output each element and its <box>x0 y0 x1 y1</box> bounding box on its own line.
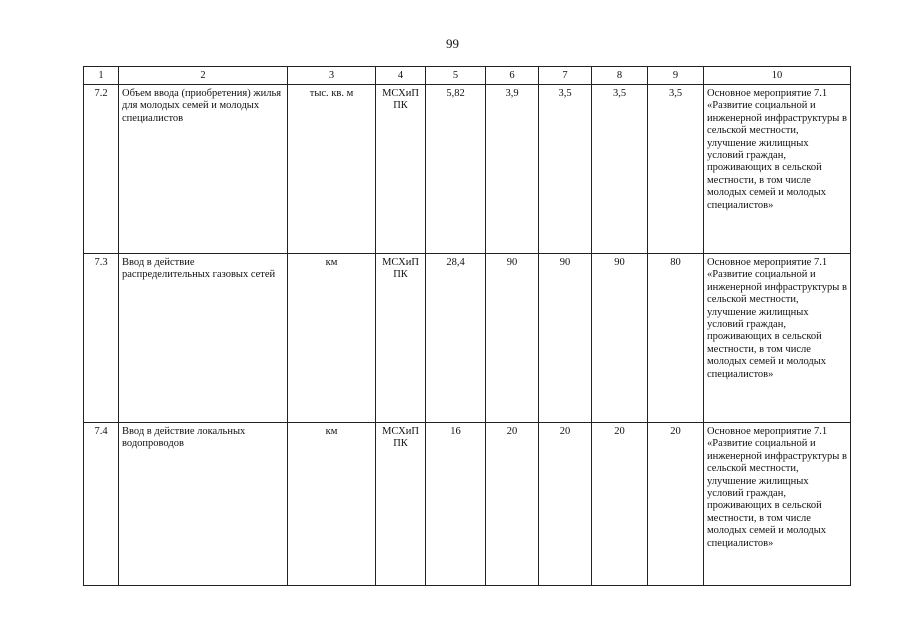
column-header-6: 6 <box>486 67 539 85</box>
row-value-8: 90 <box>592 254 648 423</box>
row-note: Основное мероприятие 7.1 «Развитие социальной и инженерной инфраструктуры в сельской местности, улучшение жилищных условий граждан, проживающих в сельской местности, в том числе молодых семей и молодых специалистов» <box>704 254 851 423</box>
row-id: 7.2 <box>84 85 119 254</box>
row-executor: МСХиП ПК <box>376 254 426 423</box>
table-row <box>84 254 851 423</box>
row-value-7: 20 <box>539 423 592 586</box>
page-number: 99 <box>446 36 459 51</box>
column-header-4: 4 <box>376 67 426 85</box>
column-header-7: 7 <box>539 67 592 85</box>
row-executor: МСХиП ПК <box>376 423 426 586</box>
row-id: 7.3 <box>84 254 119 423</box>
row-value-5: 5,82 <box>426 85 486 254</box>
row-executor: МСХиП ПК <box>376 85 426 254</box>
row-unit: км <box>288 254 376 423</box>
row-value-9: 3,5 <box>648 85 704 254</box>
column-header-3: 3 <box>288 67 376 85</box>
row-note: Основное мероприятие 7.1 «Развитие социальной и инженерной инфраструктуры в сельской местности, улучшение жилищных условий граждан, проживающих в сельской местности, в том числе молодых семей и молодых специалистов» <box>704 423 851 586</box>
row-value-6: 20 <box>486 423 539 586</box>
row-value-6: 3,9 <box>486 85 539 254</box>
row-value-8: 20 <box>592 423 648 586</box>
column-header-2: 2 <box>119 67 288 85</box>
column-header-8: 8 <box>592 67 648 85</box>
row-value-7: 90 <box>539 254 592 423</box>
row-id: 7.4 <box>84 423 119 586</box>
row-name: Ввод в действие распределительных газовых сетей <box>119 254 288 423</box>
row-value-8: 3,5 <box>592 85 648 254</box>
column-header-9: 9 <box>648 67 704 85</box>
column-header-1: 1 <box>84 67 119 85</box>
row-unit: тыс. кв. м <box>288 85 376 254</box>
row-unit: км <box>288 423 376 586</box>
column-header-10: 10 <box>704 67 851 85</box>
row-value-9: 20 <box>648 423 704 586</box>
row-value-9: 80 <box>648 254 704 423</box>
table-row <box>84 423 851 586</box>
row-value-6: 90 <box>486 254 539 423</box>
table-row <box>84 85 851 254</box>
header-row <box>84 67 851 85</box>
row-value-7: 3,5 <box>539 85 592 254</box>
row-name: Объем ввода (приобретения) жилья для молодых семей и молодых специалистов <box>119 85 288 254</box>
column-header-5: 5 <box>426 67 486 85</box>
row-value-5: 28,4 <box>426 254 486 423</box>
indicators-table <box>83 66 851 586</box>
row-name: Ввод в действие локальных водопроводов <box>119 423 288 586</box>
row-note: Основное мероприятие 7.1 «Развитие социальной и инженерной инфраструктуры в сельской местности, улучшение жилищных условий граждан, проживающих в сельской местности, в том числе молодых семей и молодых специалистов» <box>704 85 851 254</box>
row-value-5: 16 <box>426 423 486 586</box>
